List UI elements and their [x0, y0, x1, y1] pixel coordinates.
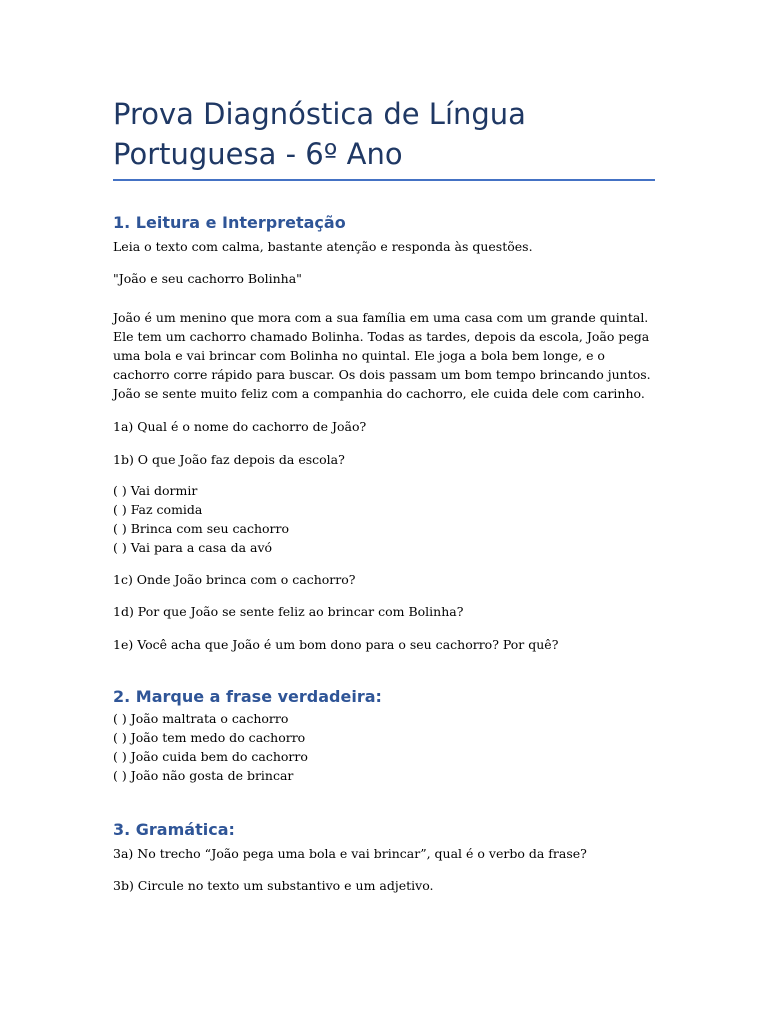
story-text: João é um menino que mora com a sua família em uma casa com um grande quintal. Ele tem um cachorro chamado Bolinha. Todas as tardes, depois da escola, João pega uma bola e vai brincar com Bolinha no quintal. Ele joga a bola bem longe, e o cachorro corre rápido para buscar. Os dois passam um bom tempo brincando juntos. João se sente muito feliz com a companhia do cachorro, ele cuida dele com carinho. — [113, 310, 651, 401]
section-2-heading: 2. Marque a frase verdadeira: — [113, 687, 382, 706]
question-1a: 1a) Qual é o nome do cachorro de João? — [113, 419, 367, 434]
question-1d: 1d) Por que João se sente feliz ao brincar com Bolinha? — [113, 604, 464, 619]
section-2-options — [113, 709, 658, 785]
story-title: "João e seu cachorro Bolinha" — [113, 271, 302, 286]
option-item: ( ) Brinca com seu cachorro — [113, 521, 290, 536]
option-item: ( ) João tem medo do cachorro — [113, 730, 306, 745]
question-3b: 3b) Circule no texto um substantivo e um adjetivo. — [113, 878, 434, 893]
question-3a: 3a) No trecho “João pega uma bola e vai brincar”, qual é o verbo da frase? — [113, 846, 587, 861]
section-1-heading: 1. Leitura e Interpretação — [113, 213, 346, 232]
option-item: ( ) Vai para a casa da avó — [113, 540, 273, 555]
option-item: ( ) João cuida bem do cachorro — [113, 749, 308, 764]
document-title: Prova Diagnóstica de Língua Portuguesa - 6º Ano — [113, 97, 526, 171]
option-item: ( ) João maltrata o cachorro — [113, 711, 289, 726]
option-item: ( ) Faz comida — [113, 502, 203, 517]
option-item: ( ) João não gosta de brincar — [113, 768, 294, 783]
question-1e: 1e) Você acha que João é um bom dono para o seu cachorro? Por quê? — [113, 637, 559, 652]
option-item: ( ) Vai dormir — [113, 483, 198, 498]
question-1b-options — [113, 481, 658, 557]
question-1b: 1b) O que João faz depois da escola? — [113, 452, 345, 467]
section-1-instruction: Leia o texto com calma, bastante atenção e responda às questões. — [113, 239, 533, 254]
section-3-heading: 3. Gramática: — [113, 820, 235, 839]
title-underline — [113, 179, 655, 181]
question-1c: 1c) Onde João brinca com o cachorro? — [113, 572, 356, 587]
